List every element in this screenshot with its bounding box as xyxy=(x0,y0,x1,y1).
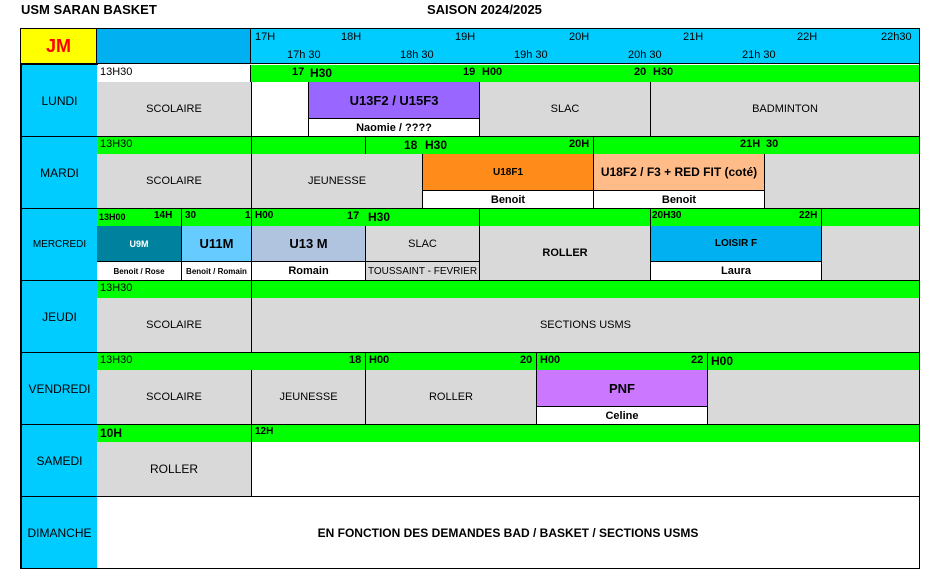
mercredi-t4: 17 xyxy=(347,210,360,222)
samedi-start: 10H xyxy=(100,426,123,440)
season-title: SAISON 2024/2025 xyxy=(427,2,542,17)
vendredi-t3: 22 xyxy=(691,354,704,366)
lundi-slac: SLAC xyxy=(480,82,651,137)
mercredi-t1: 14H xyxy=(154,210,173,221)
mardi-empty xyxy=(765,154,920,209)
vendredi-t2: 20 xyxy=(520,354,533,366)
mercredi-t2: 30 xyxy=(185,210,197,221)
mercredi-coach-u11m: Benoit / Romain xyxy=(182,262,252,281)
vendredi-t1b: H00 xyxy=(369,354,390,366)
time-20h30: 20h 30 xyxy=(628,49,662,61)
time-18h30: 18h 30 xyxy=(400,49,434,61)
vendredi-scolaire: SCOLAIRE xyxy=(97,370,252,425)
day-dimanche: DIMANCHE xyxy=(21,496,98,569)
mardi-t1: 18 xyxy=(404,138,418,152)
mardi-start: 13H30 xyxy=(100,138,133,150)
lundi-scolaire: SCOLAIRE xyxy=(97,82,252,137)
mercredi-t6: 22H xyxy=(799,210,818,221)
vendredi-pnf: PNF xyxy=(537,370,708,407)
day-mardi: MARDI xyxy=(21,136,98,209)
jeudi-time-bar xyxy=(97,281,919,298)
mardi-t3: 21H xyxy=(740,138,761,150)
day-samedi: SAMEDI xyxy=(21,424,98,497)
mercredi-coach-loisir: Laura xyxy=(651,262,822,281)
mercredi-loisir-f: LOISIR F xyxy=(651,226,822,262)
time-17h: 17H xyxy=(255,31,276,43)
jeudi-sections: SECTIONS USMS xyxy=(252,298,920,353)
day-lundi: LUNDI xyxy=(21,64,98,137)
time-19h30: 19h 30 xyxy=(514,49,548,61)
day-vendredi: VENDREDI xyxy=(21,352,98,425)
mercredi-u11m: U11M xyxy=(182,226,252,262)
mercredi-vacances: TOUSSAINT - FEVRIER xyxy=(366,262,480,281)
time-17h30: 17h 30 xyxy=(287,49,321,61)
mardi-scolaire: SCOLAIRE xyxy=(97,154,252,209)
time-22h: 22H xyxy=(797,31,818,43)
lundi-t1b: H30 xyxy=(310,66,333,80)
mercredi-t4b: H30 xyxy=(368,210,391,224)
lundi-t2b: H00 xyxy=(482,66,503,78)
mercredi-coach-u13m: Romain xyxy=(252,262,366,281)
lundi-t3: 20 xyxy=(634,66,647,78)
mardi-coach2: Benoit xyxy=(594,191,765,209)
mercredi-start: 13H00 xyxy=(99,212,126,222)
corner-cell xyxy=(21,29,97,64)
jeudi-start: 13H30 xyxy=(100,282,133,294)
vendredi-start: 13H30 xyxy=(100,354,133,366)
mardi-time-bar xyxy=(97,137,919,154)
time-19h: 19H xyxy=(455,31,476,43)
mardi-u18f1: U18F1 xyxy=(423,154,594,191)
lundi-empty xyxy=(252,82,309,137)
time-21h: 21H xyxy=(683,31,704,43)
mercredi-t3b: H00 xyxy=(255,210,274,221)
lundi-t1: 17 xyxy=(292,66,305,78)
mercredi-t3: 1 xyxy=(245,210,251,221)
lundi-badminton: BADMINTON xyxy=(651,82,920,137)
vendredi-t1: 18 xyxy=(349,354,362,366)
mercredi-slac: SLAC xyxy=(366,226,480,262)
samedi-roller: ROLLER xyxy=(97,442,252,497)
lundi-t3b: H30 xyxy=(653,66,674,78)
samedi-t1: 12H xyxy=(255,426,274,437)
mercredi-t5: 20H30 xyxy=(652,210,682,221)
time-21h30: 21h 30 xyxy=(742,49,776,61)
time-18h: 18H xyxy=(341,31,362,43)
vendredi-t3b: H00 xyxy=(711,354,734,368)
time-22h30: 22h30 xyxy=(881,31,912,43)
mercredi-empty xyxy=(822,226,920,281)
vendredi-jeunesse: JEUNESSE xyxy=(252,370,366,425)
mardi-coach1: Benoit xyxy=(423,191,594,209)
mercredi-u13m: U13 M xyxy=(252,226,366,262)
mardi-t2: 20H xyxy=(569,138,590,150)
header-time-left xyxy=(97,29,251,64)
samedi-empty xyxy=(252,442,920,497)
vendredi-coach: Celine xyxy=(537,407,708,425)
mardi-t1b: H30 xyxy=(425,138,448,152)
corner-label: JM xyxy=(45,35,71,56)
mercredi-u9m: U9M xyxy=(97,226,182,262)
lundi-u13f2: U13F2 / U15F3 xyxy=(309,82,480,119)
vendredi-t2b: H00 xyxy=(540,354,561,366)
dimanche-info: EN FONCTION DES DEMANDES BAD / BASKET / SECTIONS USMS xyxy=(97,497,920,569)
mercredi-time-bar xyxy=(97,209,919,226)
mardi-u18f2: U18F2 / F3 + RED FIT (coté) xyxy=(594,154,765,191)
lundi-coach: Naomie / ???? xyxy=(309,119,480,137)
mardi-jeunesse: JEUNESSE xyxy=(252,154,423,209)
day-jeudi: JEUDI xyxy=(21,280,98,353)
lundi-start: 13H30 xyxy=(100,66,133,78)
club-title: USM SARAN BASKET xyxy=(21,2,157,17)
mercredi-coach-u9m: Benoit / Rose xyxy=(97,262,182,281)
vendredi-time-bar xyxy=(97,353,919,370)
vendredi-roller: ROLLER xyxy=(366,370,537,425)
vendredi-empty xyxy=(708,370,920,425)
jeudi-scolaire: SCOLAIRE xyxy=(97,298,252,353)
time-20h: 20H xyxy=(569,31,590,43)
lundi-time-bar xyxy=(97,65,919,82)
samedi-time-bar xyxy=(97,425,919,442)
day-mercredi: MERCREDI xyxy=(21,208,98,281)
lundi-t2: 19 xyxy=(463,66,476,78)
mercredi-roller: ROLLER xyxy=(480,226,651,281)
mardi-t3b: 30 xyxy=(766,138,779,150)
